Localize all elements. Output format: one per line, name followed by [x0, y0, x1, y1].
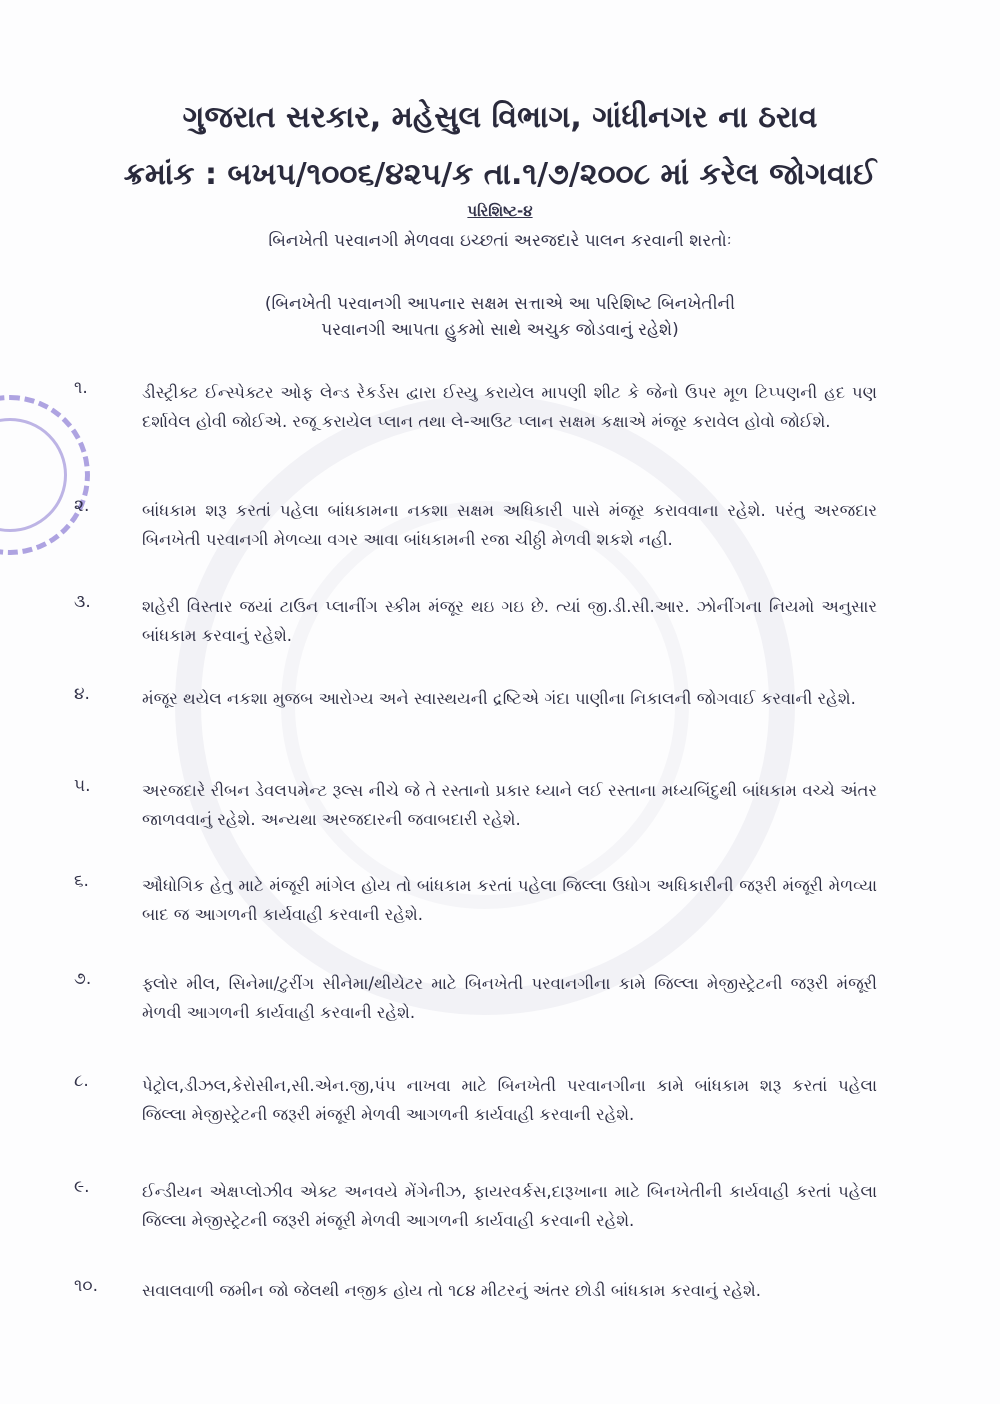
condition-number: ૮. — [74, 1071, 89, 1091]
note-line1: (બિનખેતી પરવાનગી આપનાર સક્ષમ સત્તાએ આ પરિશિષ્ટ બિનખેતીની — [264, 294, 736, 314]
condition-text: અરજદારે રીબન ડેવલપમેન્ટ રૂલ્સ નીચે જે તે રસ્તાનો પ્રકાર ધ્યાને લઈ રસ્તાના મધ્યબિંદુથી બાંધકામ વચ્ચે અંતર જાળવવાનું રહેશે. અન્યથા અરજદારની જવાબદારી રહેશે. — [142, 781, 877, 829]
condition-text: મંજૂર થયેલ નકશા મુજબ આરોગ્ય અને સ્વાસ્થયની દ્રષ્ટિએ ગંદા પાણીના નિકાલની જોગવાઈ કરવાની રહેશે. — [142, 689, 856, 708]
condition-text: ફ્લોર મીલ, સિનેમા/ટુરીંગ સીનેમા/થીયેટર માટે બિનખેતી પરવાનગીના કામે જિલ્લા મેજીસ્ટ્રેટની જરૂરી મંજૂરી મેળવી આગળની કાર્યવાહી કરવાની રહેશે. — [142, 974, 877, 1022]
condition-number: ૪. — [74, 684, 90, 704]
condition-number: ૭. — [74, 969, 92, 989]
condition-text: ઈન્ડીયન એક્ષપ્લોઝીવ એક્ટ અનવયે મેંગેનીઝ, ફાયરવર્કસ,દારૂખાના માટે બિનખેતીની કાર્યવાહી કરતાં પહેલા જિલ્લા મેજીસ્ટ્રેટની જરૂરી મંજૂરી મેળવી આગળની કાર્યવાહી કરવાની રહેશે. — [142, 1182, 877, 1230]
condition-text: પેટ્રોલ,ડીઝલ,કેરોસીન,સી.એન.જી,પંપ નાખવા માટે બિનખેતી પરવાનગીના કામે બાંધકામ શરૂ કરતાં પહેલા જિલ્લા મેજીસ્ટ્રેટની જરૂરી મંજૂરી મેળવી આગળની કાર્યવાહી કરવાની રહેશે. — [142, 1076, 877, 1124]
condition-number: ૯. — [74, 1177, 90, 1197]
condition-text: શહેરી વિસ્તાર જયાં ટાઉન પ્લાનીંગ સ્કીમ મંજૂર થઇ ગઇ છે. ત્યાં જી.ડી.સી.આર. ઝોનીંગના નિયમો અનુસાર બાંધકામ કરવાનું રહેશે. — [142, 597, 877, 645]
condition-text: બાંધકામ શરૂ કરતાં પહેલા બાંધકામના નકશા સક્ષમ અધિકારી પાસે મંજૂર કરાવવાના રહેશે. પરંતુ અરજદાર બિનખેતી પરવાનગી મેળવ્યા વગર આવા બાંધકામની રજા ચીઠ્ઠી મેળવી શકશે નહી. — [142, 501, 877, 549]
conditions-title: બિનખેતી પરવાનગી મેળવવા ઇચ્છતાં અરજદારે પાલન કરવાની શરતોઃ — [268, 231, 732, 251]
condition-number: ૧. — [74, 378, 88, 398]
condition-number: ૬. — [74, 871, 89, 891]
document-title-line1: ગુજરાત સરકાર, મહેસુલ વિભાગ, ગાંધીનગર ના ઠરાવ — [182, 100, 818, 135]
condition-text: સવાલવાળી જમીન જો જેલથી નજીક હોય તો ૧૮૪ મીટરનું અંતર છોડી બાંધકામ કરવાનું રહેશે. — [142, 1281, 761, 1300]
condition-text: ડીસ્ટ્રીક્ટ ઈન્સ્પેક્ટર ઓફ લેન્ડ રેકર્ડસ દ્વારા ઈસ્યુ કરાયેલ માપણી શીટ કે જેનો ઉપર મૂળ ટિપ્પણની હદ પણ દર્શાવેલ હોવી જોઈએ. રજૂ કરાયેલ પ્લાન તથા લે-આઉટ પ્લાન સક્ષમ કક્ષાએ મંજૂર કરાવેલ હોવો જોઈશે. — [142, 383, 877, 431]
note-line2: પરવાનગી આપતા હુકમો સાથે અચુક જોડવાનું રહેશે) — [321, 320, 679, 340]
condition-text: ઔધોગિક હેતુ માટે મંજૂરી માંગેલ હોય તો બાંધકામ કરતાં પહેલા જિલ્લા ઉધોગ અધિકારીની જરૂરી મંજૂરી મેળવ્યા બાદ જ આગળની કાર્યવાહી કરવાની રહેશે. — [142, 876, 877, 924]
appendix-label-text: પરિશિષ્ટ-૪ — [467, 202, 533, 220]
condition-number: ૨. — [74, 496, 90, 516]
office-stamp — [0, 395, 90, 555]
condition-number: ૩. — [74, 592, 91, 612]
condition-number: ૧૦. — [74, 1276, 98, 1296]
document-title-line2: ક્રમાંક : બખપ/૧૦૦૬/૪૨૫/ક તા.૧/૭/૨૦૦૮ માં કરેલ જોગવાઈ — [123, 157, 877, 192]
appendix-label — [0, 202, 1000, 220]
condition-number: ૫. — [74, 776, 91, 796]
